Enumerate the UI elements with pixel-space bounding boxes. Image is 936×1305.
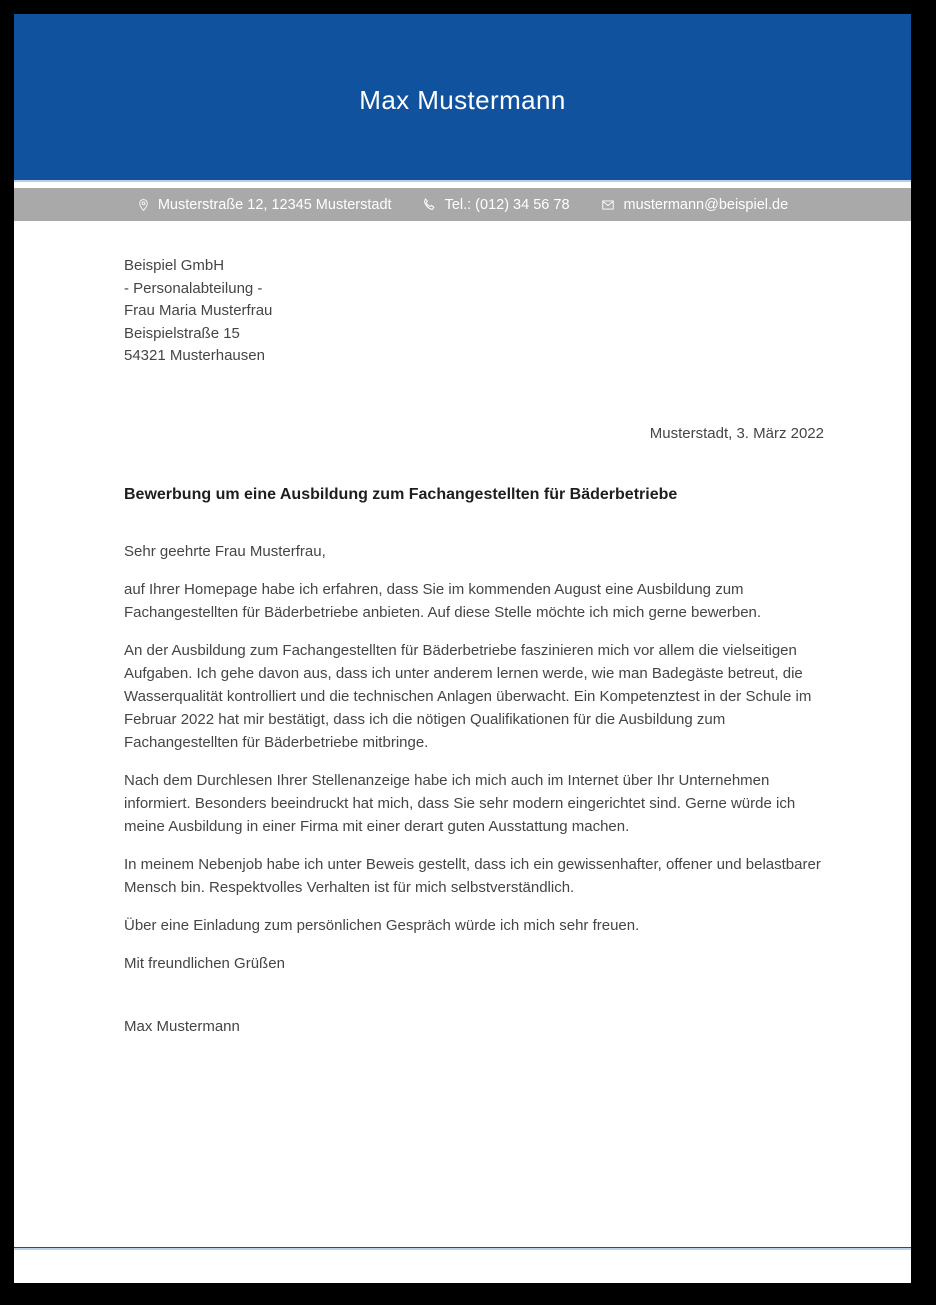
paragraph: An der Ausbildung zum Fachangestellten für Bäderbetriebe faszinieren mich vor allem die vielseitigen Aufgaben. Ich gehe davon aus, dass ich unter anderem lernen werde, wie man Badegäste betreut, die Wasserqualität kontrolliert und die technischen Anlagen überwacht. Ein Kompetenztest in der Schule im Februar 2022 hat mir bestätigt, dass ich die nötigen Qualifikationen für die Ausbildung zum Fachangestellten für Bäderbetriebe mitbringe.	[124, 641, 812, 751]
closing-formula: Mit freundlichen Grüßen	[124, 954, 285, 972]
contact-email-text: mustermann@beispiel.de	[623, 196, 789, 213]
contact-phone-text: Tel.: (012) 34 56 78	[444, 196, 570, 213]
letterhead-header	[14, 14, 911, 180]
paragraph: auf Ihrer Homepage habe ich erfahren, dass Sie im kommenden August eine Ausbildung zum Fachangestellten für Bäderbetriebe anbieten. Auf diese Stelle möchte ich mich gerne bewerben.	[124, 580, 762, 621]
recipient-department: - Personalabteilung -	[124, 279, 263, 297]
contact-address-text: Musterstraße 12, 12345 Musterstadt	[157, 196, 392, 213]
recipient-person: Frau Maria Musterfrau	[124, 302, 273, 319]
header-divider	[14, 180, 911, 182]
location-pin-icon	[137, 197, 150, 213]
paragraph: In meinem Nebenjob habe ich unter Beweis gestellt, dass ich ein gewissenhafter, offener und belastbarer Mensch bin. Respektvolles Verhalten ist für mich selbstverständlich.	[124, 855, 821, 896]
recipient-company: Beispiel GmbH	[124, 257, 225, 274]
date-line: Musterstadt, 3. März 2022	[649, 424, 824, 442]
recipient-street: Beispielstraße 15	[124, 324, 240, 342]
phone-icon	[422, 197, 437, 212]
letter-body	[14, 221, 911, 1038]
contact-email-item	[600, 197, 789, 213]
letter-page	[14, 14, 911, 1283]
signature-name: Max Mustermann	[124, 1017, 240, 1035]
recipient-address-block	[124, 255, 824, 368]
contact-phone-item	[422, 197, 570, 213]
contact-bar	[14, 188, 911, 221]
contact-address-item	[137, 197, 392, 213]
paragraph: Nach dem Durchlesen Ihrer Stellenanzeige habe ich mich auch im Internet über Ihr Unternehmen informiert. Besonders beeindruckt hat mich, dass Sie sehr modern eingerichtet sind. Gerne würde ich meine Ausbildung in einer Firma mit einer derart guten Ausstattung machen.	[124, 771, 796, 835]
paragraph: Über eine Einladung zum persönlichen Gespräch würde ich mich sehr freuen.	[124, 916, 640, 934]
footer-divider	[14, 1247, 911, 1250]
applicant-name-title: Max Mustermann	[359, 85, 566, 115]
salutation: Sehr geehrte Frau Musterfrau,	[124, 542, 326, 560]
email-icon	[600, 198, 616, 212]
subject-line: Bewerbung um eine Ausbildung zum Fachangestellten für Bäderbetriebe	[124, 485, 678, 503]
recipient-city: 54321 Musterhausen	[124, 347, 265, 364]
